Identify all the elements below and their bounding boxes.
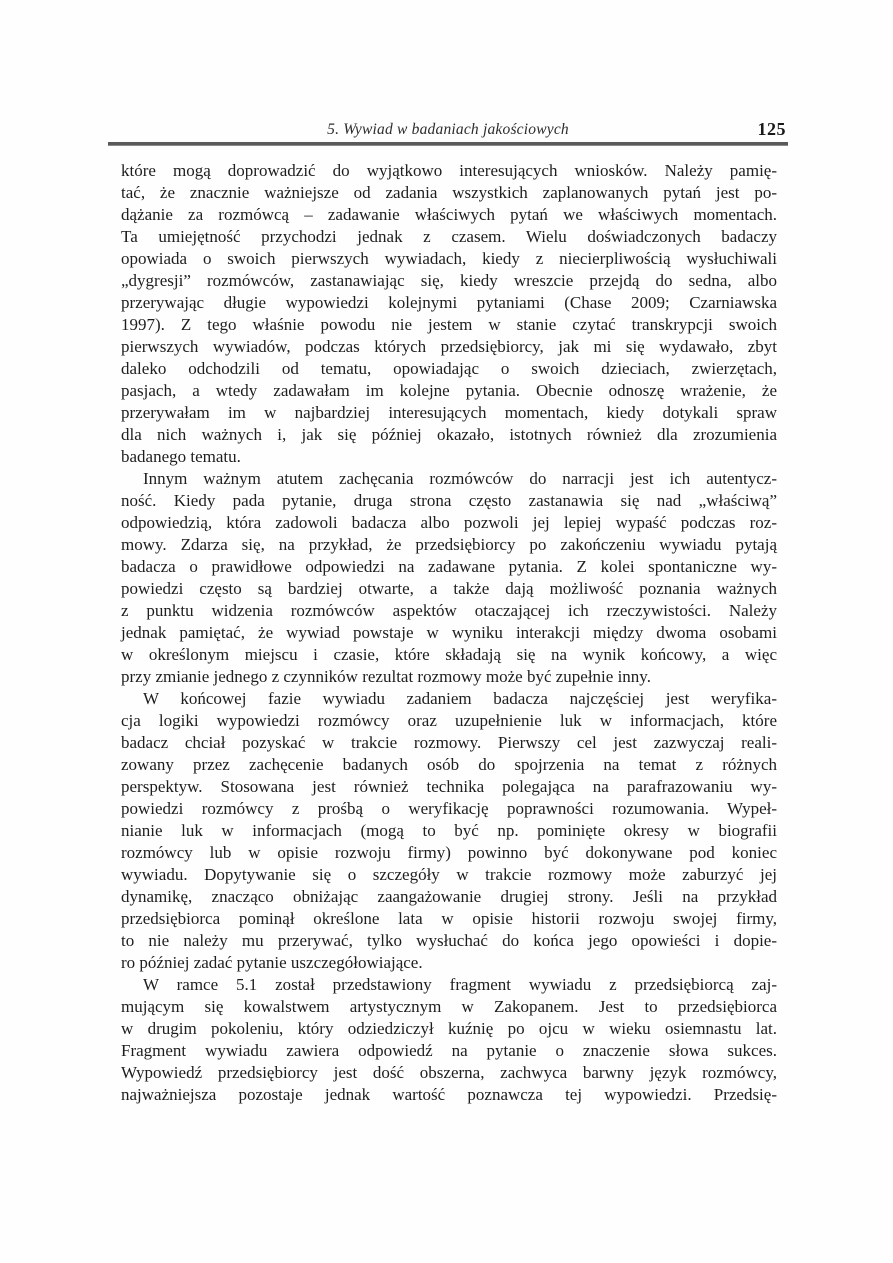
text-line: powiedzi często są bardziej otwarte, a także dają możliwość poznania ważnych (121, 579, 777, 598)
text-line: Innym ważnym atutem zachęcania rozmówców do narracji jest ich autentycz- (143, 469, 777, 488)
text-line: przerywając długie wypowiedzi kolejnymi pytaniami (Chase 2009; Czarniawska (121, 293, 777, 312)
text-line: ność. Kiedy pada pytanie, druga strona często zastanawia się nad „właściwą” (121, 491, 777, 510)
page-number: 125 (757, 119, 786, 139)
text-line: w określonym miejscu i czasie, które składają się na wynik końcowy, a więc (121, 645, 777, 664)
text-line: dynamikę, znacząco obniżając zaangażowanie drugiej strony. Jeśli na przykład (121, 887, 777, 906)
text-line: 1997). Z tego właśnie powodu nie jestem w stanie czytać transkrypcji swoich (121, 315, 777, 334)
text-line: Ta umiejętność przychodzi jednak z czasem. Wielu doświadczonych badaczy (121, 227, 777, 246)
text-line: perspektyw. Stosowana jest również technika polegająca na parafrazowaniu wy- (121, 777, 777, 796)
text-line: przedsiębiorca pominął określone lata w opisie historii rozwoju swojej firmy, (121, 909, 777, 928)
text-line: cja logiki wypowiedzi rozmówcy oraz uzupełnienie luk w informacjach, które (121, 711, 777, 730)
text-line: nianie luk w informacjach (mogą to być np. pominięte okresy w biografii (121, 821, 777, 840)
text-line: rozmówcy lub w opisie rozwoju firmy) powinno być dokonywane pod koniec (121, 843, 777, 862)
text-line: badacza o prawidłowe odpowiedzi na zadawane pytania. Z kolei spontaniczne wy- (121, 557, 777, 576)
text-line: daleko odchodzili od tematu, opowiadając o swoich dzieciach, zwierzętach, (121, 359, 777, 378)
text-line: wywiadu. Dopytywanie się o szczegóły w trakcie rozmowy może zaburzyć jej (121, 865, 777, 884)
body-text (121, 160, 777, 1106)
header-rule (108, 142, 788, 146)
text-line: Fragment wywiadu zawiera odpowiedź na pytanie o znaczenie słowa sukces. (121, 1041, 777, 1060)
text-line: powiedzi rozmówcy z prośbą o weryfikację poprawności rozumowania. Wypeł- (121, 799, 777, 818)
text-line: dążanie za rozmówcą – zadawanie właściwych pytań we właściwych momentach. (121, 205, 777, 224)
text-line: odpowiedzią, która zadowoli badacza albo pozwoli jej lepiej wypaść podczas roz- (121, 513, 777, 532)
text-line: najważniejsza pozostaje jednak wartość poznawcza tej wypowiedzi. Przedsię- (121, 1085, 777, 1104)
text-line: dla nich ważnych i, jak się później okazało, istotnych również dla zrozumienia (121, 425, 777, 444)
text-line: mującym się kowalstwem artystycznym w Zakopanem. Jest to przedsiębiorca (121, 997, 777, 1016)
text-line: badacz chciał pozyskać w trakcie rozmowy. Pierwszy cel jest zazwyczaj reali- (121, 733, 777, 752)
text-line: które mogą doprowadzić do wyjątkowo interesujących wniosków. Należy pamię- (121, 161, 777, 180)
text-line: pasjach, a wtedy zadawałam im kolejne pytania. Obecnie odnoszę wrażenie, że (121, 381, 777, 400)
text-line: pierwszych wywiadów, podczas których przedsiębiorcy, jak mi się wydawało, zbyt (121, 337, 777, 356)
text-line: badanego tematu. (121, 447, 241, 466)
text-line: W końcowej fazie wywiadu zadaniem badacza najczęściej jest weryfika- (143, 689, 777, 708)
page-header (108, 121, 788, 141)
text-line: tać, że znacznie ważniejsze od zadania wszystkich zaplanowanych pytań jest po- (121, 183, 777, 202)
text-line: z punktu widzenia rozmówców aspektów otaczającej ich rzeczywistości. Należy (121, 601, 777, 620)
text-line: W ramce 5.1 został przedstawiony fragment wywiadu z przedsiębiorcą zaj- (143, 975, 777, 994)
text-line: przy zmianie jednego z czynników rezultat rozmowy może być zupełnie inny. (121, 667, 651, 686)
text-line: opowiada o swoich pierwszych wywiadach, kiedy z niecierpliwością wysłuchiwali (121, 249, 777, 268)
text-line: to nie należy mu przerywać, tylko wysłuchać do końca jego opowieści i dopie- (121, 931, 777, 950)
running-head-title: 5. Wywiad w badaniach jakościowych (327, 121, 569, 138)
text-line: „dygresji” rozmówców, zastanawiając się, kiedy wreszcie przejdą do sedna, albo (121, 271, 777, 290)
text-line: mowy. Zdarza się, na przykład, że przedsiębiorcy po zakończeniu wywiadu pytają (121, 535, 777, 554)
text-line: Wypowiedź przedsiębiorcy jest dość obszerna, zachwyca barwny język rozmówcy, (121, 1063, 777, 1082)
text-line: przerywałam im w najbardziej interesujących momentach, kiedy dotykali spraw (121, 403, 777, 422)
text-line: ro później zadać pytanie uszczegółowiające. (121, 953, 423, 972)
text-line: zowany przez zachęcenie badanych osób do spojrzenia na temat z różnych (121, 755, 777, 774)
text-line: w drugim pokoleniu, który odziedziczył kuźnię po ojcu w wieku osiemnastu lat. (121, 1019, 777, 1038)
text-line: jednak pamiętać, że wywiad powstaje w wyniku interakcji między dwoma osobami (121, 623, 777, 642)
